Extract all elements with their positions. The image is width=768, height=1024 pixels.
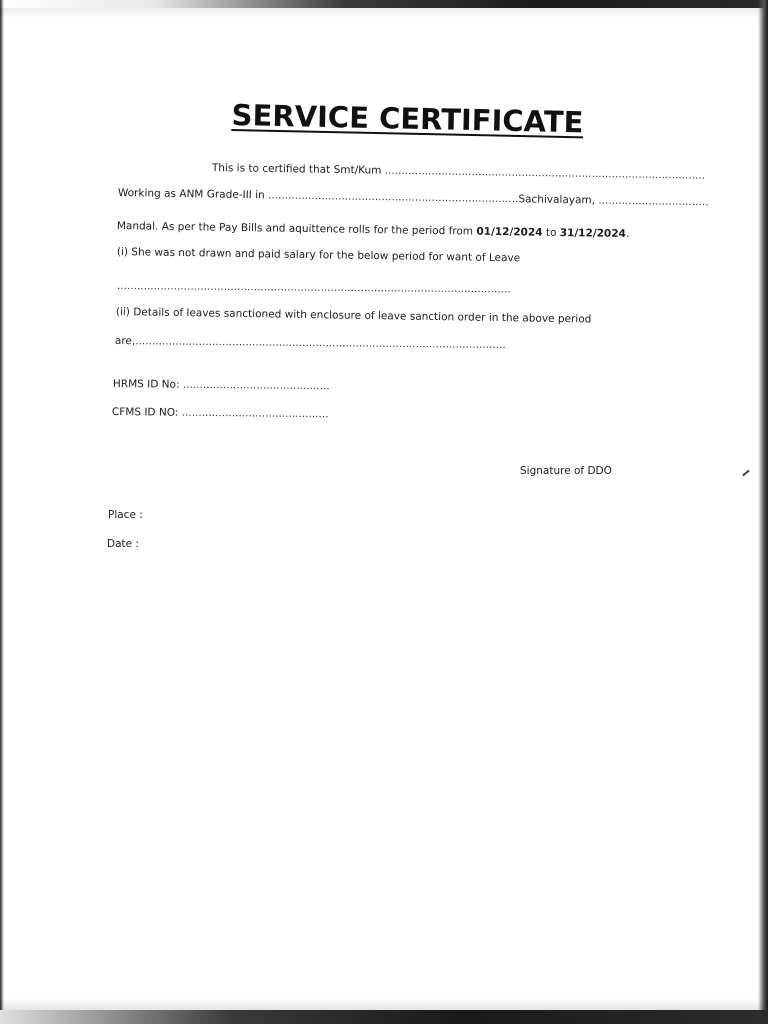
certify-text: This is to certified that Smt/Kum (211, 162, 382, 177)
working-line (118, 187, 709, 208)
period-to-word: to (545, 226, 557, 239)
leave-details-line (116, 306, 592, 325)
cfms-line (112, 406, 329, 420)
sachivalayam-blank: ........................................................................... (267, 189, 519, 206)
period-from-date: 01/12/2024 (476, 225, 543, 239)
cfms-label: CFMS ID NO: (111, 406, 179, 419)
period-line (117, 220, 630, 240)
certify-line (212, 162, 705, 182)
hrms-line (113, 378, 330, 392)
signature-of-ddo: Signature of DDO (520, 465, 612, 477)
place-label: Place : (108, 509, 143, 521)
period-text: Mandal. As per the Pay Bills and aquittence rolls for the period from (116, 220, 474, 238)
hrms-blank: ............................................ (182, 378, 330, 393)
leave-details-text: (ii) Details of leaves sanctioned with enclosure of leave sanction order in the above period (115, 306, 592, 326)
working-text: Working as ANM Grade-III in (117, 187, 265, 202)
certificate-title: SERVICE CERTIFICATE (231, 98, 584, 140)
period-end: . (625, 227, 630, 241)
leave-period-blank-line (117, 280, 511, 295)
leave-period-blank: ...................................................................................................................... (116, 280, 511, 296)
salary-text: (i) She was not drawn and paid salary for the below period for want of Leave (116, 246, 521, 265)
hrms-label: HRMS ID No: (112, 378, 180, 391)
mandal-blank: ................................. (598, 194, 709, 209)
date-label: Date : (107, 538, 139, 550)
cfms-blank: ............................................ (181, 406, 329, 421)
salary-line (117, 246, 520, 264)
name-blank: ................................................................................................ (384, 164, 706, 182)
are-text: are, (114, 335, 136, 348)
pen-mark (742, 470, 749, 477)
period-to-date: 31/12/2024 (559, 226, 626, 240)
leave-details-blank: ............................................................................................................... (135, 335, 506, 352)
sachivalayam-text: Sachivalayam, (518, 193, 596, 207)
are-line (115, 335, 506, 351)
